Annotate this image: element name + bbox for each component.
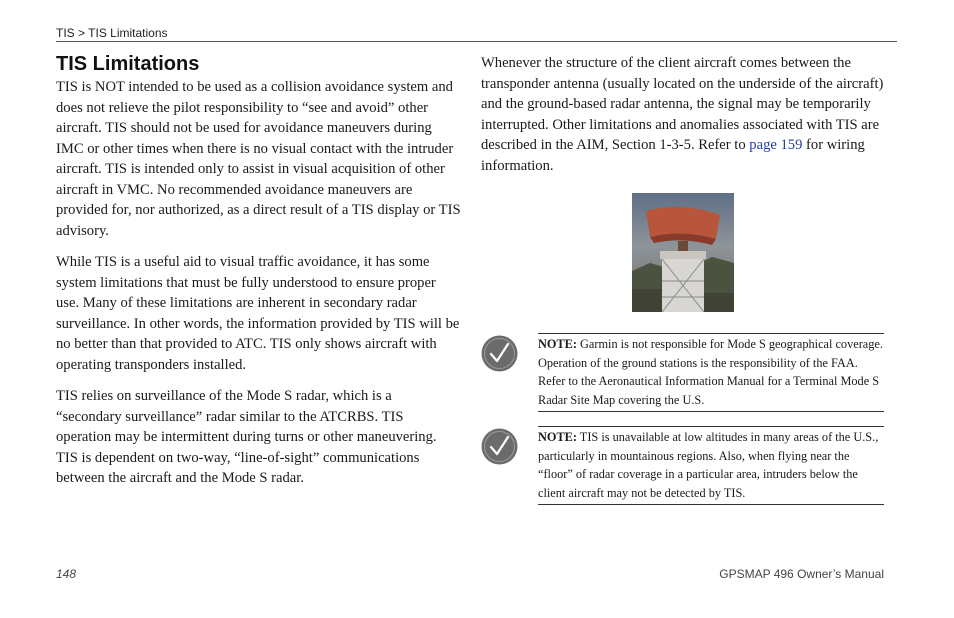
page-159-link[interactable]: page 159 bbox=[749, 137, 803, 153]
note-text bbox=[538, 335, 884, 409]
note-icon bbox=[481, 428, 518, 465]
page-number: 148 bbox=[56, 567, 77, 581]
paragraph-text-start: Whenever the structure of the client aircraft comes between the transponder antenna (usually located on the underside of the aircraft) and the ground-based radar antenna, the signal may be temporarily interrupted. Other limitations and anomalies associated with TIS are described in the AIM, Section 1-3-5. Refer to bbox=[481, 55, 884, 153]
breadcrumb-page: TIS Limitations bbox=[88, 26, 168, 40]
radar-station-illustration bbox=[632, 193, 734, 312]
note-body: TIS is unavailable at low altitudes in many areas of the U.S., particularly in mountainous regions. Also, when flying near the “floor” of radar coverage in a particular area, intruders below the client aircraft may not be detected by TIS. bbox=[538, 430, 879, 500]
note-label: NOTE: bbox=[538, 430, 577, 444]
paragraph-text-end: for wiring information. bbox=[481, 137, 865, 174]
note-body: Garmin is not responsible for Mode S geographical coverage. Operation of the ground stations is the responsibility of the FAA. Refer to the Aeronautical Information Manual for a Terminal Mode S Radar Site Map covering the U.S. bbox=[538, 337, 883, 407]
breadcrumb-section[interactable]: TIS bbox=[56, 26, 75, 40]
note-label: NOTE: bbox=[538, 337, 577, 351]
note-text bbox=[538, 428, 884, 502]
paragraph-tis-not-collision-avoidance: TIS is NOT intended to be used as a collision avoidance system and does not relieve the pilot responsibility to “see and avoid” other aircraft. TIS should not be used for avoidance maneuvers during IMC or other times when there is no visual contact with the intruder aircraft. TIS is intended only to assist in visual acquisition of other aircraft in VMC. No recommended avoidance maneuvers are provided for, nor authorized, as a direct result of a TIS display or TIS advisory. bbox=[56, 79, 461, 239]
header-divider bbox=[56, 41, 897, 42]
breadcrumb bbox=[56, 26, 168, 40]
paragraph-system-limitations: While TIS is a useful aid to visual traffic avoidance, it has some system limitations that must be fully understood to ensure proper use. Many of these limitations are inherent in secondary radar surveillance. In other words, the information provided by TIS will be no better than that provided to ATC. TIS only shows aircraft with operating transponders installed. bbox=[56, 254, 460, 373]
note-icon bbox=[481, 335, 518, 372]
note-box-mode-s-coverage bbox=[538, 333, 884, 412]
checkmark-note-icon bbox=[481, 428, 518, 465]
breadcrumb-separator: > bbox=[78, 26, 86, 40]
radar-station-photo bbox=[632, 193, 734, 312]
left-column bbox=[56, 77, 461, 500]
paragraph-signal-interruption bbox=[481, 53, 886, 176]
paragraph-mode-s-surveillance: TIS relies on surveillance of the Mode S radar, which is a “secondary surveillance” radar similar to the ATCRBS. TIS operation may be intermittent during turns or other maneuvering. TIS is dependent on two-way, “line-of-sight” communications between the aircraft and the Mode S radar. bbox=[56, 388, 437, 486]
page-title: TIS Limitations bbox=[56, 53, 200, 75]
checkmark-note-icon bbox=[481, 335, 518, 372]
manual-title: GPSMAP 496 Owner’s Manual bbox=[719, 567, 884, 581]
right-column bbox=[481, 53, 886, 187]
note-box-low-altitude bbox=[538, 426, 884, 505]
